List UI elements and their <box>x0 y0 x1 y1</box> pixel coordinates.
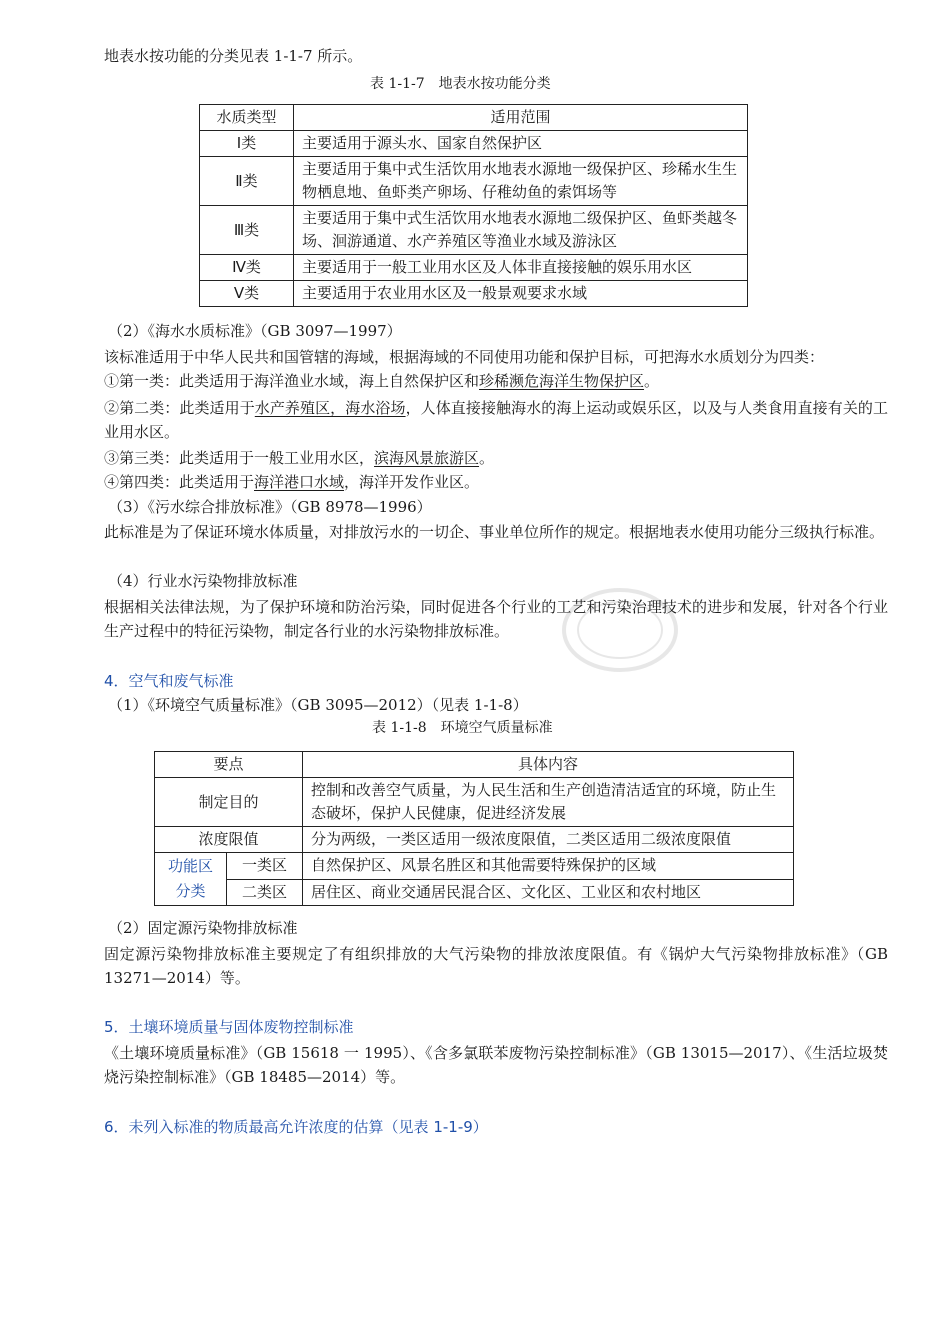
surface-water-table <box>199 104 748 307</box>
table-header-cell: 要点 <box>155 752 303 778</box>
fixed-source-body: 固定源污染物排放标准主要规定了有组织排放的大气污染物的排放浓度限值。有《锅炉大气污染物排放标准》（GB 13271—2014）等。 <box>104 945 888 987</box>
zone-2-text-cell: 居住区、商业交通居民混合区、文化区、工业区和农村地区 <box>303 879 794 906</box>
zone-2-label-cell: 二类区 <box>227 879 303 906</box>
water-type-cell: Ⅳ类 <box>200 255 294 281</box>
industry-standard-heading: （4）行业水污染物排放标准 <box>108 572 298 590</box>
table-row <box>200 131 748 157</box>
sea-class-4 <box>104 470 888 494</box>
water-scope-cell: 主要适用于一般工业用水区及人体非直接接触的娱乐用水区 <box>294 255 748 281</box>
water-scope-cell: 主要适用于集中式生活饮用水地表水源地一级保护区、珍稀水生生物栖息地、鱼虾类产卵场、仔稚幼鱼的索饵场等 <box>294 157 748 206</box>
water-type-cell: Ⅴ类 <box>200 281 294 307</box>
sea-class-2-underlined: 水产养殖区，海水浴场 <box>254 399 406 417</box>
table-row <box>155 879 794 906</box>
sea-class-4-underlined: 海洋港口水域 <box>254 473 345 491</box>
table-header-cell: 适用范围 <box>294 105 748 131</box>
sea-class-3 <box>104 446 888 470</box>
sea-class-4-text: ④第四类：此类适用于 <box>104 473 255 491</box>
sea-class-1 <box>104 369 888 393</box>
sea-class-4-end: ，海洋开发作业区。 <box>344 473 480 491</box>
table-row <box>155 827 794 853</box>
limit-text-cell: 分为两级，一类区适用一级浓度限值，二类区适用二级浓度限值 <box>303 827 794 853</box>
intro-line: 地表水按功能的分类见表 1-1-7 所示。 <box>104 47 363 65</box>
section-5-title: 5．土壤环境质量与固体废物控制标准 <box>104 1018 354 1036</box>
water-scope-cell: 主要适用于源头水、国家自然保护区 <box>294 131 748 157</box>
sea-class-1-underlined: 珍稀濒危海洋生物保护区 <box>479 372 645 390</box>
sea-class-3-end: 。 <box>479 449 495 467</box>
table2-caption: 表 1-1-8 环境空气质量标准 <box>372 720 553 736</box>
fixed-source-heading: （2）固定源污染物排放标准 <box>108 919 298 937</box>
sewage-standard-body: 此标准是为了保证环境水体质量，对排放污水的一切企、事业单位所作的规定。根据地表水使用功能分三级执行标准。 <box>104 523 885 541</box>
sea-standard-heading: （2）《海水水质标准》（GB 3097—1997） <box>108 322 402 340</box>
section-4-title: 4．空气和废气标准 <box>104 672 234 690</box>
table-header-row <box>200 105 748 131</box>
zone-1-text-cell: 自然保护区、风景名胜区和其他需要特殊保护的区域 <box>303 853 794 880</box>
sea-class-1-text: ①第一类：此类适用于海洋渔业水域，海上自然保护区和 <box>104 372 480 390</box>
limit-label-cell: 浓度限值 <box>155 827 303 853</box>
table-row <box>155 778 794 827</box>
sea-class-1-end: 。 <box>644 372 660 390</box>
water-type-cell: Ⅰ类 <box>200 131 294 157</box>
table-header-row <box>155 752 794 778</box>
sewage-standard-heading: （3）《污水综合排放标准》（GB 8978—1996） <box>108 498 432 516</box>
water-scope-cell: 主要适用于集中式生活饮用水地表水源地二级保护区、鱼虾类越冬场、洄游通道、水产养殖区等渔业水域及游泳区 <box>294 206 748 255</box>
sea-class-2-end: ，人体直接接触海水的海上运动或娱乐区，以及与人类食用直接有关的工业用水区。 <box>104 399 888 441</box>
table-row <box>200 255 748 281</box>
sea-class-3-text: ③第三类：此类适用于一般工业用水区， <box>104 449 375 467</box>
sea-class-3-underlined: 滨海风景旅游区 <box>374 449 480 467</box>
zone-1-label-cell: 一类区 <box>227 853 303 880</box>
sea-class-2 <box>104 396 888 444</box>
table-header-cell: 水质类型 <box>200 105 294 131</box>
air-standard-heading: （1）《环境空气质量标准》（GB 3095—2012）（见表 1-1-8） <box>108 696 528 714</box>
sea-class-2-text: ②第二类：此类适用于 <box>104 399 255 417</box>
table-row <box>200 281 748 307</box>
table-row <box>155 853 794 880</box>
table1-caption: 表 1-1-7 地表水按功能分类 <box>370 76 551 92</box>
table-header-cell: 具体内容 <box>303 752 794 778</box>
water-type-cell: Ⅲ类 <box>200 206 294 255</box>
purpose-text-cell: 控制和改善空气质量，为人民生活和生产创造清洁适宜的环境，防止生态破坏，保护人民健康，促进经济发展 <box>303 778 794 827</box>
zone-label-cell: 功能区分类 <box>155 853 227 906</box>
purpose-label-cell: 制定目的 <box>155 778 303 827</box>
table-row <box>200 206 748 255</box>
section-6-title: 6．未列入标准的物质最高允许浓度的估算（见表 1-1-9） <box>104 1118 488 1136</box>
industry-standard-body: 根据相关法律法规，为了保护环境和防治污染，同时促进各个行业的工艺和污染治理技术的进步和发展，针对各个行业生产过程中的特征污染物，制定各行业的水污染物排放标准。 <box>104 598 888 640</box>
table-row <box>200 157 748 206</box>
water-scope-cell: 主要适用于农业用水区及一般景观要求水域 <box>294 281 748 307</box>
water-type-cell: Ⅱ类 <box>200 157 294 206</box>
air-quality-table <box>154 751 794 906</box>
section-5-body: 《土壤环境质量标准》（GB 15618 一 1995）、《含多氯联苯废物污染控制标准》（GB 13015—2017）、《生活垃圾焚烧污染控制标准》（GB 18485—2014）等。 <box>104 1044 888 1086</box>
sea-intro: 该标准适用于中华人民共和国管辖的海域，根据海域的不同使用功能和保护目标，可把海水水质划分为四类： <box>104 348 825 366</box>
